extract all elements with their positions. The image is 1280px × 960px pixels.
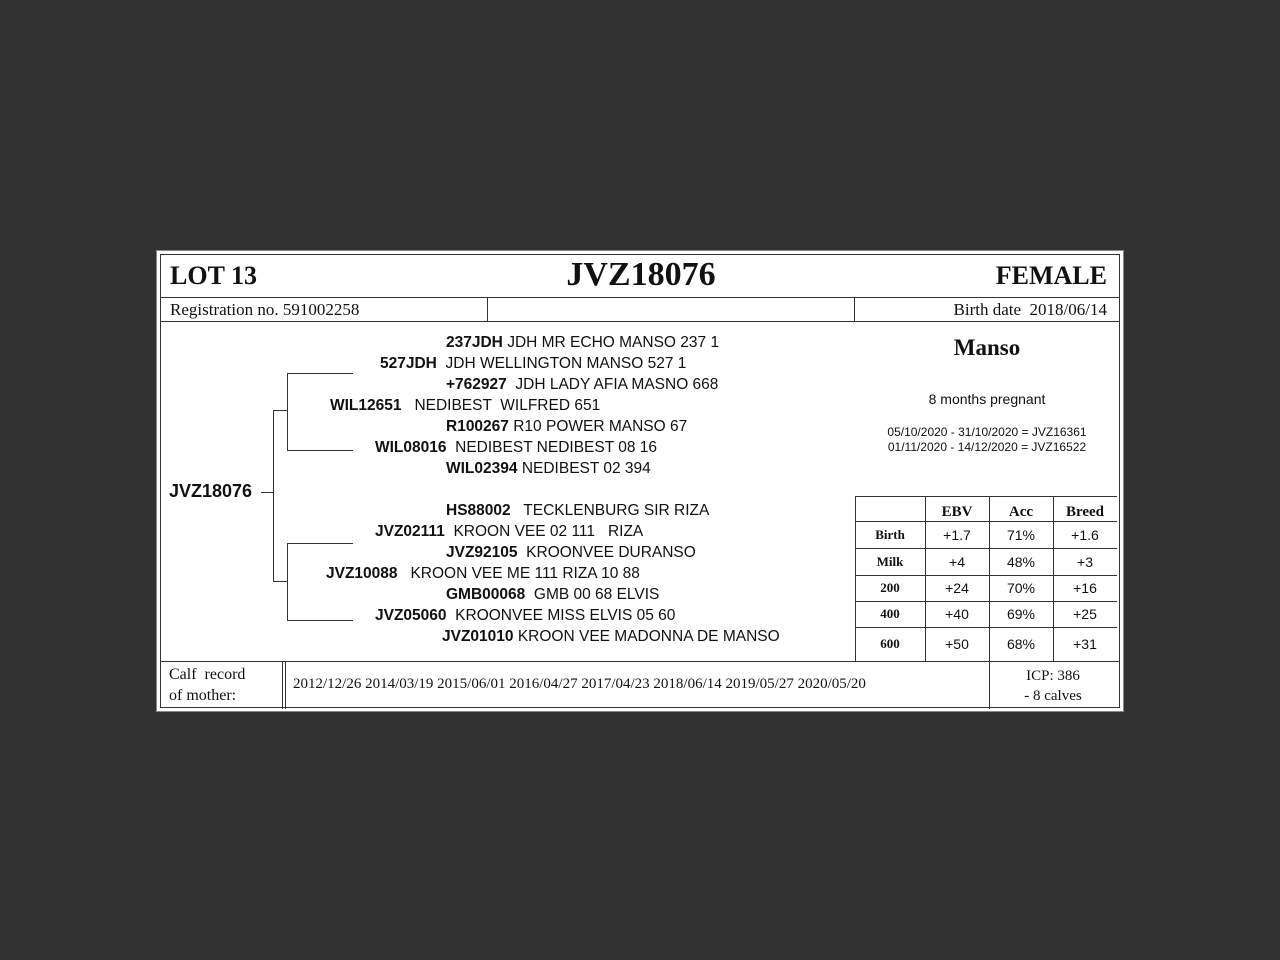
- registration-row: [170, 300, 359, 320]
- pedigree-entry: JVZ01010 KROON VEE MADONNA DE MANSO: [442, 628, 780, 645]
- pedigree-entry: GMB00068 GMB 00 68 ELVIS: [446, 586, 660, 603]
- table-cell: 71%: [1006, 526, 1036, 543]
- table-line: [855, 496, 1117, 497]
- divider: [160, 321, 1120, 322]
- pedigree-entry: WIL02394 NEDIBEST 02 394: [446, 460, 651, 477]
- table-row-label: 600: [880, 636, 900, 651]
- sex-label: FEMALE: [995, 261, 1107, 290]
- service-period: 05/10/2020 - 31/10/2020 = JVZ16361: [887, 425, 1087, 439]
- pedigree-entry: JVZ02111 KROON VEE 02 111 RIZA: [375, 523, 644, 540]
- icp-info: ICP: 386 - 8 calves: [1024, 668, 1082, 704]
- table-cell: +4: [949, 553, 965, 570]
- pregnancy-breed: Manso: [953, 335, 1021, 360]
- divider: [285, 661, 286, 709]
- pedigree-animal: JVZ18076: [169, 481, 253, 501]
- table-cell: +24: [945, 580, 969, 596]
- table-cell: 69%: [1006, 606, 1036, 622]
- birth-date-row: [954, 300, 1107, 320]
- table-header: Breed: [1065, 503, 1105, 520]
- divider: [282, 661, 283, 709]
- pedigree-entry: +762927 JDH LADY AFIA MASNO 668: [446, 376, 719, 393]
- table-row-label: 200: [880, 580, 900, 595]
- pedigree-entry: HS88002 TECKLENBURG SIR RIZA: [446, 502, 710, 519]
- connector-line: [287, 373, 288, 450]
- table-cell: 48%: [1006, 553, 1036, 570]
- connector-line: [273, 410, 287, 411]
- table-cell: +25: [1073, 606, 1097, 622]
- divider: [854, 297, 855, 321]
- table-header: EBV: [941, 503, 973, 520]
- table-cell: +31: [1073, 636, 1097, 652]
- registration-label: Registration no.: [170, 300, 279, 319]
- connector-line: [287, 543, 353, 544]
- connector-line: [287, 450, 353, 451]
- table-cell: +40: [945, 606, 969, 622]
- pedigree-entry: JVZ05060 KROONVEE MISS ELVIS 05 60: [375, 607, 676, 624]
- birth-date-label: Birth date: [953, 300, 1022, 319]
- pedigree-entry: WIL08016 NEDIBEST NEDIBEST 08 16: [375, 439, 658, 456]
- table-cell: 68%: [1006, 636, 1036, 652]
- divider: [160, 297, 1120, 298]
- connector-line: [273, 581, 287, 582]
- calf-record-label: Calf record of mother:: [169, 666, 246, 704]
- calf-record-dates: 2012/12/26 2014/03/19 2015/06/01 2016/04/27 2017/04/23 2018/06/14 2019/05/27 2020/05/20: [293, 676, 866, 692]
- pedigree-entry: JVZ92105 KROONVEE DURANSO: [446, 544, 696, 561]
- table-row-label: Milk: [876, 553, 904, 569]
- table-header: Acc: [1008, 503, 1034, 520]
- divider: [487, 297, 488, 321]
- table-cell: +16: [1073, 580, 1097, 596]
- connector-line: [287, 620, 353, 621]
- table-row-label: 400: [880, 606, 900, 621]
- connector-line: [287, 543, 288, 620]
- table-cell: 70%: [1006, 580, 1036, 596]
- connector-line: [287, 373, 353, 374]
- pedigree-entry: WIL12651 NEDIBEST WILFRED 651: [330, 397, 601, 414]
- pedigree-entry: 527JDH JDH WELLINGTON MANSO 527 1: [380, 355, 687, 372]
- registration-number: 591002258: [282, 300, 360, 319]
- pregnancy-status: 8 months pregnant: [928, 391, 1046, 407]
- connector-line: [273, 410, 274, 581]
- lot-number: LOT 13: [170, 261, 257, 290]
- divider: [160, 661, 1120, 662]
- table-cell: +1.6: [1071, 526, 1099, 543]
- table-cell: +50: [945, 636, 969, 652]
- pedigree-entry: 237JDH JDH MR ECHO MANSO 237 1: [446, 334, 720, 351]
- animal-id-title: JVZ18076: [566, 256, 716, 293]
- table-cell: +3: [1077, 553, 1093, 570]
- pedigree-entry: R100267 R10 POWER MANSO 67: [446, 418, 688, 435]
- service-period: 01/11/2020 - 14/12/2020 = JVZ16522: [887, 440, 1087, 454]
- birth-date: 2018/06/14: [1029, 300, 1107, 319]
- lot-card: [156, 250, 1124, 712]
- table-row-label: Birth: [875, 526, 905, 542]
- table-cell: +1.7: [943, 526, 971, 543]
- connector-line: [261, 492, 273, 493]
- pedigree-entry: JVZ10088 KROON VEE ME 111 RIZA 10 88: [326, 565, 640, 582]
